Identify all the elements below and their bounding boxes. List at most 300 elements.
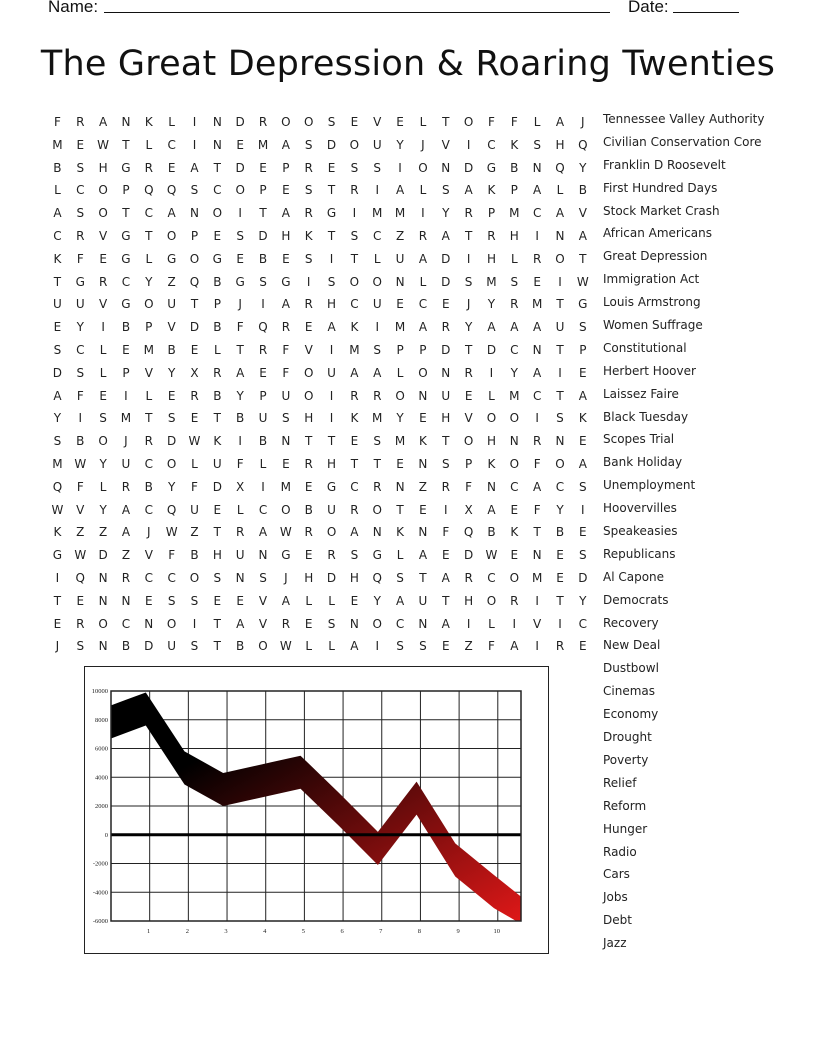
grid-letter: J <box>581 115 585 129</box>
grid-letter: O <box>555 456 565 471</box>
word-list-item: Bank Holiday <box>603 455 683 470</box>
grid-letter: G <box>121 297 131 312</box>
grid-letter: O <box>98 183 108 198</box>
grid-letter: W <box>279 525 292 540</box>
grid-letter: G <box>326 479 337 494</box>
grid-letter: Y <box>556 502 564 517</box>
grid-letter: R <box>76 115 85 129</box>
grid-letter: N <box>555 228 565 243</box>
grid-letter: A <box>53 388 62 403</box>
grid-letter: N <box>212 115 222 129</box>
grid-letter: D <box>326 570 337 585</box>
grid-letter: Q <box>463 525 474 540</box>
grid-letter: E <box>167 388 176 403</box>
word-list-item: Economy <box>603 707 659 722</box>
grid-letter: T <box>442 115 450 129</box>
grid-letter: B <box>555 525 565 540</box>
grid-letter: Q <box>144 183 154 198</box>
grid-letter: P <box>282 160 290 175</box>
grid-letter: B <box>121 320 131 335</box>
grid-letter: Y <box>487 297 496 312</box>
grid-letter: R <box>304 160 313 175</box>
grid-letter: L <box>305 593 313 608</box>
grid-letter: I <box>55 570 60 585</box>
grid-letter: S <box>373 160 382 175</box>
grid-letter: Z <box>464 639 473 654</box>
grid-letter: U <box>281 388 291 403</box>
grid-letter: F <box>191 479 198 494</box>
grid-letter: Q <box>578 137 588 152</box>
grid-letter: S <box>464 274 473 289</box>
grid-letter: D <box>235 160 245 175</box>
grid-letter: K <box>487 183 496 198</box>
grid-letter: G <box>121 251 131 266</box>
grid-letter: E <box>533 274 541 289</box>
word-list-item: Recovery <box>603 615 659 630</box>
grid-letter: T <box>122 206 130 221</box>
grid-letter: Z <box>418 479 428 494</box>
grid-letter: N <box>235 570 245 585</box>
grid-letter: I <box>352 206 357 221</box>
grid-letter: L <box>328 639 335 654</box>
grid-letter: O <box>372 502 382 517</box>
word-list-item: Stock Market Crash <box>603 203 720 218</box>
grid-letter: O <box>144 297 154 312</box>
grid-letter: D <box>441 342 451 357</box>
grid-letter: C <box>350 297 359 312</box>
grid-row <box>46 499 594 522</box>
grid-letter: B <box>76 434 85 449</box>
grid-letter: J <box>124 434 128 449</box>
grid-letter: L <box>510 251 518 266</box>
grid-letter: B <box>213 320 222 335</box>
grid-letter: C <box>144 570 153 585</box>
grid-letter: T <box>442 434 450 449</box>
x-tick-label: 8 <box>417 928 422 935</box>
grid-letter: E <box>441 297 450 312</box>
grid-letter: F <box>465 479 473 494</box>
grid-letter: S <box>190 639 199 654</box>
grid-letter: T <box>213 160 221 175</box>
grid-letter: E <box>350 115 359 129</box>
grid-letter: D <box>326 137 337 152</box>
grid-letter: L <box>168 115 175 129</box>
grid-letter: E <box>213 228 222 243</box>
word-list-item: Republicans <box>603 546 676 561</box>
grid-letter: U <box>167 297 177 312</box>
grid-letter: L <box>213 342 221 357</box>
grid-letter: A <box>236 365 245 380</box>
grid-letter: K <box>350 411 359 426</box>
grid-letter: W <box>485 548 498 563</box>
grid-letter: U <box>235 548 245 563</box>
name-field-line <box>104 12 610 13</box>
grid-letter: R <box>510 297 519 312</box>
grid-letter: O <box>98 616 108 631</box>
grid-letter: B <box>121 639 131 654</box>
grid-letter: N <box>98 639 108 654</box>
word-list-item: Louis Armstrong <box>603 295 701 310</box>
x-tick-label: 6 <box>340 928 344 935</box>
grid-letter: G <box>486 160 497 175</box>
chart <box>84 666 549 954</box>
grid-letter: I <box>192 616 197 631</box>
grid-letter: N <box>418 525 428 540</box>
grid-row <box>46 157 594 180</box>
grid-letter: E <box>99 388 107 403</box>
grid-letter: Y <box>373 593 381 608</box>
grid-letter: I <box>398 160 402 175</box>
grid-letter: D <box>486 342 497 357</box>
grid-letter: G <box>212 251 222 266</box>
grid-letter: I <box>329 342 334 357</box>
grid-letter: I <box>329 388 334 403</box>
grid-letter: H <box>509 228 519 243</box>
grid-letter: R <box>121 570 131 585</box>
grid-letter: C <box>395 616 405 631</box>
grid-letter: R <box>236 525 245 540</box>
grid-letter: L <box>373 251 381 266</box>
x-tick-label: 9 <box>456 928 460 935</box>
grid-letter: L <box>99 342 107 357</box>
grid-row <box>46 248 594 271</box>
grid-letter: T <box>53 593 62 608</box>
grid-letter: N <box>532 160 542 175</box>
grid-letter: I <box>329 251 334 266</box>
grid-letter: N <box>395 274 405 289</box>
grid-letter: H <box>464 593 474 608</box>
grid-letter: E <box>579 639 587 654</box>
grid-letter: N <box>395 479 405 494</box>
grid-letter: W <box>165 525 178 540</box>
grid-letter: F <box>76 479 84 494</box>
grid-letter: B <box>213 274 222 289</box>
grid-letter: O <box>281 115 291 129</box>
grid-letter: M <box>509 388 520 403</box>
word-list-item: First Hundred Days <box>603 180 718 195</box>
grid-letter: E <box>419 502 427 517</box>
grid-letter: N <box>121 115 131 129</box>
grid-letter: A <box>327 320 336 335</box>
x-tick-label: 10 <box>493 928 501 935</box>
grid-letter: C <box>76 342 85 357</box>
date-label: Date: <box>628 0 669 16</box>
grid-letter: Y <box>167 479 176 494</box>
date-field-line <box>673 12 739 13</box>
grid-letter: H <box>349 570 359 585</box>
grid-letter: I <box>375 320 379 335</box>
grid-letter: T <box>145 228 153 243</box>
grid-letter: B <box>510 160 519 175</box>
grid-row <box>46 613 594 636</box>
grid-letter: E <box>259 365 267 380</box>
grid-letter: O <box>418 365 428 380</box>
grid-letter: Y <box>99 502 107 517</box>
grid-letter: T <box>213 411 221 426</box>
grid-letter: M <box>52 137 63 152</box>
grid-letter: K <box>53 525 62 540</box>
grid-letter: S <box>213 570 222 585</box>
grid-letter: I <box>329 411 334 426</box>
grid-letter: V <box>99 228 108 243</box>
grid-letter: O <box>258 639 268 654</box>
grid-letter: Y <box>99 456 107 471</box>
grid-letter: E <box>396 456 404 471</box>
grid-letter: M <box>372 411 383 426</box>
word-list-item: Scopes Trial <box>603 432 675 447</box>
grid-letter: C <box>532 206 542 221</box>
grid-letter: R <box>373 479 382 494</box>
grid-letter: E <box>579 434 587 449</box>
grid-letter: A <box>350 525 359 540</box>
grid-letter: E <box>304 479 313 494</box>
grid-letter: N <box>189 206 199 221</box>
grid-letter: F <box>236 320 244 335</box>
grid-letter: K <box>304 228 313 243</box>
grid-letter: R <box>327 548 336 563</box>
grid-letter: R <box>532 434 542 449</box>
grid-letter: C <box>53 228 62 243</box>
grid-letter: I <box>489 365 494 380</box>
word-list-item: Hoovervilles <box>603 501 677 516</box>
grid-letter: B <box>304 502 313 517</box>
y-tick-label: -6000 <box>92 918 108 925</box>
word-list-item: Franklin D Roosevelt <box>603 157 726 172</box>
word-list-item: Poverty <box>603 752 649 767</box>
grid-letter: N <box>486 479 496 494</box>
grid-letter: G <box>75 274 85 289</box>
grid-letter: S <box>282 411 290 426</box>
grid-letter: H <box>486 434 496 449</box>
grid-letter: V <box>144 365 153 380</box>
grid-letter: L <box>145 137 153 152</box>
grid-letter: G <box>372 548 382 563</box>
grid-letter: T <box>327 434 336 449</box>
grid-letter: R <box>121 479 131 494</box>
grid-letter: I <box>306 274 311 289</box>
grid-letter: X <box>190 365 199 380</box>
grid-letter: O <box>349 137 360 152</box>
grid-letter: G <box>121 228 131 243</box>
grid-letter: L <box>99 479 107 494</box>
grid-letter: Z <box>395 228 405 243</box>
grid-letter: L <box>259 456 267 471</box>
grid-letter: O <box>166 228 177 243</box>
grid-letter: U <box>121 456 131 471</box>
grid-letter: Q <box>52 479 63 494</box>
grid-letter: V <box>258 616 268 631</box>
grid-letter: T <box>327 183 336 198</box>
grid-letter: B <box>167 342 176 357</box>
grid-letter: M <box>531 570 543 585</box>
grid-row <box>46 407 594 430</box>
grid-letter: U <box>418 593 428 608</box>
grid-letter: E <box>579 525 587 540</box>
grid-letter: N <box>372 525 382 540</box>
grid-letter: K <box>144 115 153 129</box>
grid-letter: L <box>419 183 427 198</box>
grid-letter: N <box>441 160 451 175</box>
grid-letter: I <box>261 479 265 494</box>
grid-letter: H <box>486 251 496 266</box>
grid-letter: C <box>555 479 565 494</box>
grid-letter: C <box>510 479 519 494</box>
grid-letter: M <box>394 206 406 221</box>
word-list-item: Tennessee Valley Authority <box>603 112 765 126</box>
grid-letter: R <box>76 228 85 243</box>
grid-letter: A <box>464 183 473 198</box>
grid-letter: C <box>258 502 268 517</box>
grid-letter: O <box>486 593 497 608</box>
letter-grid <box>46 111 594 658</box>
word-list-item: Dustbowl <box>603 661 659 676</box>
grid-letter: Z <box>121 548 131 563</box>
x-tick-label: 1 <box>147 928 151 935</box>
grid-letter: T <box>350 456 359 471</box>
grid-letter: S <box>53 342 62 357</box>
word-list-item: Relief <box>603 775 637 790</box>
grid-letter: E <box>145 593 153 608</box>
grid-letter: R <box>464 365 473 380</box>
grid-letter: C <box>532 388 542 403</box>
grid-letter: E <box>350 593 359 608</box>
grid-letter: I <box>238 434 242 449</box>
word-list-item: Cinemas <box>603 684 655 699</box>
grid-letter: T <box>213 639 221 654</box>
grid-letter: I <box>238 206 242 221</box>
grid-letter: T <box>556 297 564 312</box>
grid-row <box>46 521 594 544</box>
grid-letter: L <box>145 251 153 266</box>
y-tick-label: 4000 <box>95 774 108 782</box>
x-tick-label: 5 <box>301 928 306 935</box>
grid-letter: R <box>304 456 313 471</box>
grid-letter: S <box>373 434 382 449</box>
grid-letter: S <box>190 593 199 608</box>
grid-letter: A <box>487 502 496 517</box>
grid-letter: J <box>466 297 471 312</box>
grid-letter: E <box>350 434 359 449</box>
grid-letter: S <box>76 365 85 380</box>
grid-letter: T <box>556 388 564 403</box>
grid-letter: A <box>281 206 290 221</box>
grid-letter: I <box>558 616 562 631</box>
grid-letter: I <box>581 502 585 517</box>
grid-letter: A <box>487 320 496 335</box>
grid-letter: L <box>488 388 495 403</box>
grid-letter: S <box>396 639 404 654</box>
word-list-item: Black Tuesday <box>603 409 689 424</box>
grid-letter: T <box>53 274 62 289</box>
grid-letter: B <box>258 434 268 449</box>
grid-letter: T <box>213 525 221 540</box>
grid-letter: L <box>305 639 313 654</box>
grid-letter: R <box>373 388 382 403</box>
grid-letter: V <box>144 548 153 563</box>
grid-letter: Q <box>75 570 85 585</box>
grid-letter: U <box>372 137 382 152</box>
grid-letter: F <box>488 115 495 129</box>
grid-letter: R <box>304 525 313 540</box>
grid-letter: A <box>99 115 108 129</box>
word-list-item: Jobs <box>603 890 628 905</box>
grid-letter: I <box>375 183 379 198</box>
y-tick-label: 0 <box>104 831 108 839</box>
grid-letter: C <box>373 228 382 243</box>
grid-row <box>46 476 594 499</box>
grid-letter: N <box>555 434 565 449</box>
grid-letter: R <box>76 616 85 631</box>
grid-letter: E <box>259 160 267 175</box>
grid-letter: A <box>281 593 290 608</box>
grid-letter: I <box>261 297 265 312</box>
grid-letter: A <box>350 639 359 654</box>
word-list-item: Great Depression <box>603 249 708 264</box>
grid-letter: L <box>145 388 153 403</box>
grid-letter: E <box>236 593 244 608</box>
grid-letter: Y <box>53 411 62 426</box>
grid-letter: I <box>512 616 517 631</box>
grid-letter: E <box>579 365 587 380</box>
grid-row <box>46 590 594 613</box>
grid-letter: Q <box>258 320 268 335</box>
word-list-item: Laissez Faire <box>603 386 679 401</box>
grid-letter: D <box>258 228 268 243</box>
grid-letter: A <box>533 365 542 380</box>
grid-letter: I <box>466 251 471 266</box>
grid-letter: T <box>213 616 221 631</box>
grid-letter: S <box>259 274 267 289</box>
grid-letter: R <box>441 479 450 494</box>
grid-row <box>46 179 594 202</box>
grid-letter: U <box>53 297 62 312</box>
grid-letter: B <box>53 160 62 175</box>
grid-letter: S <box>556 411 564 426</box>
grid-letter: Q <box>555 160 565 175</box>
grid-row <box>46 339 594 362</box>
grid-letter: U <box>258 411 268 426</box>
grid-letter: U <box>555 320 565 335</box>
grid-letter: L <box>328 593 335 608</box>
grid-letter: T <box>419 570 427 585</box>
grid-letter: A <box>236 616 245 631</box>
grid-letter: T <box>122 137 130 152</box>
word-list-item: Democrats <box>603 592 669 607</box>
grid-letter: G <box>326 206 337 221</box>
grid-letter: A <box>121 502 131 517</box>
grid-letter: M <box>349 342 360 357</box>
grid-letter: O <box>463 115 474 129</box>
grid-letter: S <box>533 137 541 152</box>
grid-letter: E <box>282 456 290 471</box>
grid-letter: V <box>373 115 382 129</box>
grid-letter: I <box>421 206 425 221</box>
grid-letter: R <box>464 206 473 221</box>
grid-letter: N <box>98 570 108 585</box>
grid-letter: O <box>189 570 200 585</box>
chart-gridlines <box>111 691 521 921</box>
grid-letter: G <box>281 274 291 289</box>
grid-letter: E <box>441 548 450 563</box>
word-list-item: Cars <box>603 867 630 882</box>
grid-letter: A <box>510 639 519 654</box>
grid-letter: H <box>98 160 108 175</box>
grid-row <box>46 385 594 408</box>
grid-letter: M <box>52 456 63 471</box>
grid-letter: E <box>419 411 427 426</box>
grid-letter: L <box>533 115 541 129</box>
grid-letter: S <box>76 160 85 175</box>
